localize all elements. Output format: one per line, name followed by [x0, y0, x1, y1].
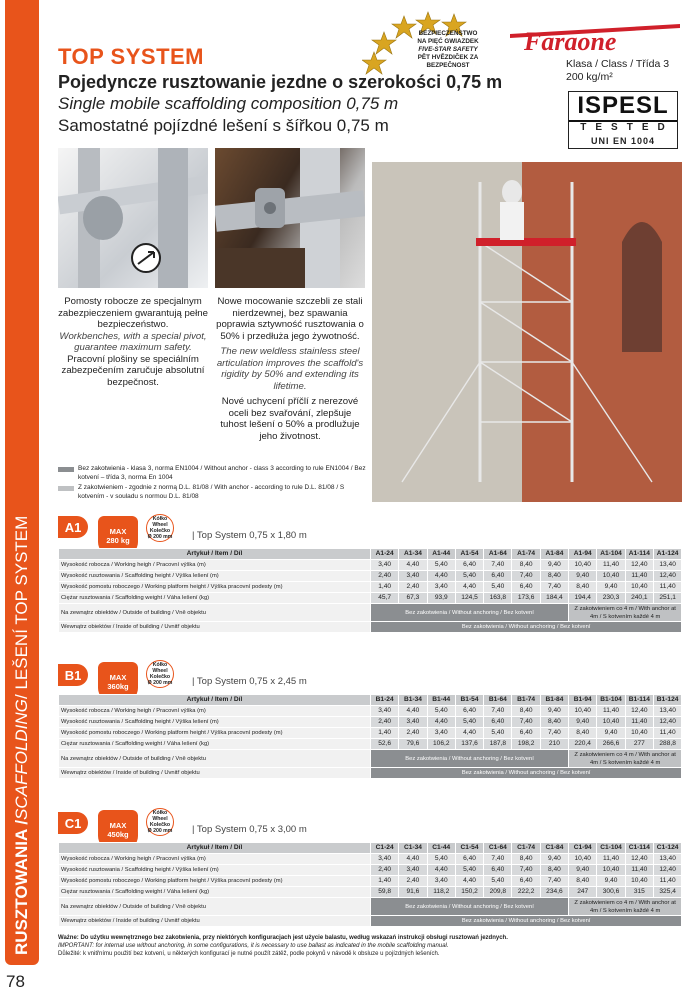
table-header-row	[59, 549, 682, 560]
wheel-label-cz: Kolečko	[149, 822, 171, 828]
no-anchor-cell: Bez zakotwienia / Without anchoring / Bez kotvení	[371, 622, 682, 633]
table-cell: 5,40	[455, 571, 483, 582]
outside-label: Na zewnątrz obiektów / Outside of building / Vně objektu	[59, 898, 371, 916]
table-cell: 8,40	[569, 876, 597, 887]
table-cell: 4,40	[399, 854, 427, 865]
subtitle-cz: Samostatné pojízdné lešení s šířkou 0,75 m	[58, 116, 389, 135]
ispesl-tested: TESTED	[580, 122, 674, 133]
table-row	[59, 865, 682, 876]
section-badge: C1	[58, 812, 88, 834]
outside-row	[59, 750, 682, 768]
table-cell: 106,2	[427, 739, 455, 750]
row-label: Wysokość pomostu roboczego / Working platform height / Výška pracovní podesty (m)	[59, 582, 371, 593]
table-cell: 5,40	[427, 706, 455, 717]
item-code: B1-124	[653, 695, 681, 706]
table-cell: 13,40	[653, 560, 681, 571]
table-cell: 277	[625, 739, 653, 750]
note-cz: Důležité: k vnitřnímu použití bez kotvení, u některých konfigurací je nutné použít zátěž, podle pokynů v návodě k obsluze u pojízdných lešeních.	[58, 951, 440, 957]
table-cell: 10,40	[597, 571, 625, 582]
max-value: 280 kg	[106, 536, 130, 545]
table-row	[59, 876, 682, 887]
note-en: IMPORTANT: for internal use without anchoring, in some configurations, it is necessary to use ballast as indicated in the mobile scaffolding manual.	[58, 943, 449, 949]
section-title: | Top System 0,75 x 3,00 m	[192, 824, 307, 835]
table-cell: 6,40	[484, 717, 512, 728]
table-cell: 247	[569, 887, 597, 898]
row-label: Wysokość robocza / Working heigh / Pracovní výška (m)	[59, 854, 371, 865]
table-row	[59, 582, 682, 593]
table-cell: 9,40	[540, 706, 568, 717]
item-code: B1-24	[371, 695, 399, 706]
with-anchor-cell: Z zakotwieniem co 4 m / With anchor at 4m / S kotvením každé 4 m	[569, 898, 682, 916]
table-cell: 4,40	[399, 560, 427, 571]
table-cell: 59,8	[371, 887, 399, 898]
legend-row-no-anchor	[58, 465, 368, 482]
table-cell: 7,40	[484, 560, 512, 571]
page-number: 78	[6, 972, 25, 991]
table-cell: 8,40	[540, 865, 568, 876]
item-code: B1-44	[427, 695, 455, 706]
table-header-label: Artykuł / Item / Díl	[59, 843, 371, 854]
table-cell: 8,40	[512, 560, 540, 571]
item-code: A1-114	[625, 549, 653, 560]
table-cell: 13,40	[653, 706, 681, 717]
table-cell: 3,40	[399, 865, 427, 876]
outside-row	[59, 604, 682, 622]
table-cell: 4,40	[427, 571, 455, 582]
row-label: Wysokość pomostu roboczego / Working platform height / Výška pracovní podesty (m)	[59, 728, 371, 739]
table-row	[59, 854, 682, 865]
award-line-1: BEZPIECZEŃSTWO	[418, 30, 478, 37]
table-cell: 7,40	[484, 706, 512, 717]
table-cell: 6,40	[455, 854, 483, 865]
table-cell: 194,4	[569, 593, 597, 604]
table-cell: 2,40	[371, 865, 399, 876]
table-cell: 325,4	[653, 887, 681, 898]
class-label: Klasa / Class / Třída 3	[566, 58, 670, 70]
no-anchor-cell: Bez zakotwienia / Without anchoring / Bez kotvení	[371, 916, 682, 927]
table-cell: 10,40	[625, 876, 653, 887]
inside-label: Wewnątrz obiektów / Inside of building / Uvnitř objektu	[59, 916, 371, 927]
table-cell: 300,6	[597, 887, 625, 898]
table-cell: 137,6	[455, 739, 483, 750]
item-code: C1-114	[625, 843, 653, 854]
table-cell: 5,40	[427, 854, 455, 865]
table-cell: 1,40	[371, 876, 399, 887]
table-cell: 8,40	[569, 728, 597, 739]
item-code: A1-24	[371, 549, 399, 560]
row-label: Ciężar rusztowania / Scaffolding weight / Váha lešení (kg)	[59, 887, 371, 898]
outside-label: Na zewnątrz obiektów / Outside of building / Vně objektu	[59, 750, 371, 768]
table-cell: 4,40	[455, 728, 483, 739]
important-note	[58, 934, 681, 958]
page-title: TOP SYSTEM	[58, 44, 205, 69]
outside-row	[59, 898, 682, 916]
table-cell: 150,2	[455, 887, 483, 898]
max-label: MAX	[109, 527, 127, 536]
table-cell: 11,40	[653, 728, 681, 739]
ispesl-title: ISPESL	[569, 92, 677, 122]
table-cell: 12,40	[625, 706, 653, 717]
item-code: B1-34	[399, 695, 427, 706]
table-cell: 251,1	[653, 593, 681, 604]
item-code: C1-84	[540, 843, 568, 854]
inside-row	[59, 916, 682, 927]
table-cell: 11,40	[625, 571, 653, 582]
row-label: Wysokość pomostu roboczego / Working platform height / Výška pracovní podesty (m)	[59, 876, 371, 887]
table-row	[59, 706, 682, 717]
legend	[58, 465, 368, 501]
table-header-label: Artykuł / Item / Díl	[59, 695, 371, 706]
table-cell: 198,2	[512, 739, 540, 750]
table-cell: 8,40	[569, 582, 597, 593]
item-code: C1-44	[427, 843, 455, 854]
inside-row	[59, 622, 682, 633]
table-cell: 240,1	[625, 593, 653, 604]
table-cell: 124,5	[455, 593, 483, 604]
table-cell: 10,40	[569, 560, 597, 571]
table-cell: 52,6	[371, 739, 399, 750]
table-cell: 45,7	[371, 593, 399, 604]
table-cell: 10,40	[625, 582, 653, 593]
table-cell: 9,40	[597, 582, 625, 593]
table-cell: 10,40	[569, 854, 597, 865]
table-cell: 1,40	[371, 728, 399, 739]
table-cell: 7,40	[512, 571, 540, 582]
max-label: MAX	[109, 821, 127, 830]
table-cell: 4,40	[455, 582, 483, 593]
table-cell: 3,40	[399, 717, 427, 728]
wheel-label-pl: Kółko	[152, 662, 168, 668]
award-line-4: PĚT HVĚZDIČEK ZA BEZPEČNOST	[417, 54, 479, 69]
table-cell: 4,40	[427, 717, 455, 728]
table-cell: 5,40	[455, 717, 483, 728]
max-value: 360kg	[107, 682, 129, 691]
table-header-row	[59, 695, 682, 706]
legend-swatch-dark	[58, 467, 74, 472]
legend-row-anchor	[58, 484, 368, 501]
table-cell: 3,40	[427, 728, 455, 739]
row-label: Ciężar rusztowania / Scaffolding weight / Váha lešení (kg)	[59, 593, 371, 604]
inside-row	[59, 768, 682, 779]
item-code: C1-64	[484, 843, 512, 854]
item-code: C1-74	[512, 843, 540, 854]
joint-caption	[215, 296, 365, 442]
class-info	[566, 58, 669, 84]
wheel-label-cz: Kolečko	[149, 528, 171, 534]
table-cell: 67,3	[399, 593, 427, 604]
table-cell: 220,4	[569, 739, 597, 750]
table-cell: 3,40	[427, 876, 455, 887]
inside-label: Wewnątrz obiektów / Inside of building / Uvnitř objektu	[59, 768, 371, 779]
row-label: Wysokość rusztowania / Scaffolding height / Výška lešení (m)	[59, 717, 371, 728]
table-row	[59, 887, 682, 898]
table-cell: 11,40	[653, 876, 681, 887]
table-cell: 9,40	[597, 876, 625, 887]
sidebar-bold: RUSZTOWANIA /	[12, 819, 31, 955]
item-code: B1-94	[569, 695, 597, 706]
table-cell: 187,8	[484, 739, 512, 750]
table-cell: 266,6	[597, 739, 625, 750]
table-header-label: Artykuł / Item / Díl	[59, 549, 371, 560]
platform-caption	[58, 296, 208, 388]
table-cell: 7,40	[512, 717, 540, 728]
table-row	[59, 571, 682, 582]
row-label: Wysokość robocza / Working heigh / Pracovní výška (m)	[59, 560, 371, 571]
table-cell: 9,40	[569, 717, 597, 728]
table-cell: 7,40	[540, 876, 568, 887]
platform-detail-photo	[58, 148, 208, 288]
wheel-diameter: Ø 200 mm	[147, 534, 173, 540]
svg-text:Faraone: Faraone	[524, 27, 617, 54]
inside-label: Wewnątrz obiektów / Inside of building / Uvnitř objektu	[59, 622, 371, 633]
table-cell: 3,40	[371, 560, 399, 571]
table-cell: 9,40	[597, 728, 625, 739]
table-cell: 2,40	[399, 876, 427, 887]
platform-caption-pl: Pomosty robocze ze specjalnym zabezpieczeniem gwarantują pełne bezpieczeństwo.	[58, 296, 208, 330]
table-cell: 12,40	[653, 865, 681, 876]
platform-caption-cz: Pracovní plošiny se speciálním zabezpečením zaručuje absolutní bezpečnost.	[61, 353, 205, 388]
joint-caption-en: The new weldless stainless steel articulation improves the scaffold's rigidity by 50% and extending its lifetime.	[216, 346, 364, 392]
wheel-diameter: Ø 200 mm	[147, 828, 173, 834]
table-cell: 210	[540, 739, 568, 750]
no-anchor-cell: Bez zakotwienia / Without anchoring / Bez kotvení	[371, 750, 569, 768]
row-label: Wysokość rusztowania / Scaffolding height / Výška lešení (m)	[59, 865, 371, 876]
item-code: B1-104	[597, 695, 625, 706]
item-code: A1-104	[597, 549, 625, 560]
table-cell: 91,6	[399, 887, 427, 898]
item-code: A1-34	[399, 549, 427, 560]
table-cell: 12,40	[625, 854, 653, 865]
table-cell: 10,40	[597, 717, 625, 728]
table-cell: 6,40	[512, 876, 540, 887]
table-cell: 11,40	[597, 706, 625, 717]
table-cell: 163,8	[484, 593, 512, 604]
table-cell: 9,40	[569, 865, 597, 876]
table-cell: 5,40	[484, 582, 512, 593]
table-cell: 9,40	[540, 560, 568, 571]
row-label: Ciężar rusztowania / Scaffolding weight / Váha lešení (kg)	[59, 739, 371, 750]
table-cell: 288,8	[653, 739, 681, 750]
wheel-icon	[146, 514, 174, 542]
table-cell: 8,40	[540, 571, 568, 582]
table-cell: 2,40	[371, 571, 399, 582]
section-badge: A1	[58, 516, 88, 538]
table-cell: 3,40	[399, 571, 427, 582]
item-code: A1-124	[653, 549, 681, 560]
table-cell: 7,40	[540, 582, 568, 593]
table-header-row	[59, 843, 682, 854]
table-cell: 7,40	[512, 865, 540, 876]
item-code: B1-74	[512, 695, 540, 706]
table-row	[59, 593, 682, 604]
table-cell: 11,40	[625, 717, 653, 728]
table-cell: 4,40	[427, 865, 455, 876]
item-code: A1-74	[512, 549, 540, 560]
table-row	[59, 728, 682, 739]
sidebar	[0, 0, 42, 1000]
ispesl-norm: UNI EN 1004	[590, 136, 656, 146]
wheel-label-pl: Kółko	[152, 516, 168, 522]
legend-text-no-anchor: Bez zakotwienia - klasa 3, norma EN1004 / Without anchor - class 3 according to rule EN1004 / Bez kotvení – třída 3, norma En 1004	[78, 465, 366, 481]
max-value: 450kg	[107, 830, 129, 839]
joint-caption-pl: Nowe mocowanie szczebli ze stali nierdzewnej, bez spawania poprawia sztywność rusztowania o 50% i przedłuża jego żywotność.	[216, 296, 364, 342]
table-cell: 2,40	[399, 728, 427, 739]
faraone-logo	[510, 22, 680, 54]
item-code: A1-84	[540, 549, 568, 560]
table-cell: 4,40	[399, 706, 427, 717]
table-cell: 8,40	[540, 717, 568, 728]
table-cell: 184,4	[540, 593, 568, 604]
note-pl: Ważne: Do użytku wewnętrznego bez zakotwienia, przy niektórych konfiguracjach jest użycie balastu, według wskazań instrukcji obsługi rusztowań jezdnych.	[58, 935, 508, 941]
outside-label: Na zewnątrz obiektów / Outside of building / Vně objektu	[59, 604, 371, 622]
table-cell: 3,40	[371, 706, 399, 717]
table-row	[59, 560, 682, 571]
table-cell: 4,40	[455, 876, 483, 887]
table-cell: 12,40	[653, 571, 681, 582]
wheel-diameter: Ø 200 mm	[147, 680, 173, 686]
table-cell: 6,40	[484, 865, 512, 876]
max-label: MAX	[109, 673, 127, 682]
platform-caption-en: Workbenches, with a special pivot, guarantee maximum safety.	[59, 330, 207, 353]
item-code: A1-44	[427, 549, 455, 560]
wheel-label-en: Wheel	[152, 522, 168, 528]
item-code: A1-94	[569, 549, 597, 560]
table-row	[59, 717, 682, 728]
item-code: B1-114	[625, 695, 653, 706]
wheel-label-cz: Kolečko	[149, 674, 171, 680]
table-cell: 209,8	[484, 887, 512, 898]
item-code: A1-64	[484, 549, 512, 560]
table-cell: 9,40	[540, 854, 568, 865]
table-cell: 3,40	[427, 582, 455, 593]
table-cell: 8,40	[512, 706, 540, 717]
section-title: | Top System 0,75 x 2,45 m	[192, 676, 307, 687]
item-code: B1-54	[455, 695, 483, 706]
wheel-label-pl: Kółko	[152, 810, 168, 816]
table-cell: 5,40	[427, 560, 455, 571]
table-row	[59, 739, 682, 750]
award-line-3: FIVE-STAR SAFETY	[418, 46, 478, 53]
item-code: C1-34	[399, 843, 427, 854]
item-code: C1-104	[597, 843, 625, 854]
spec-table-c1	[58, 842, 682, 927]
table-cell: 6,40	[512, 582, 540, 593]
section-title: | Top System 0,75 x 1,80 m	[192, 530, 307, 541]
table-cell: 2,40	[371, 717, 399, 728]
award-text	[398, 30, 498, 70]
scaffold-tower-photo	[372, 162, 682, 502]
no-anchor-cell: Bez zakotwienia / Without anchoring / Bez kotvení	[371, 604, 569, 622]
row-label: Wysokość robocza / Working heigh / Pracovní výška (m)	[59, 706, 371, 717]
item-code: C1-94	[569, 843, 597, 854]
table-cell: 5,40	[484, 728, 512, 739]
table-cell: 7,40	[540, 728, 568, 739]
sidebar-title	[10, 485, 34, 955]
table-cell: 9,40	[569, 571, 597, 582]
table-cell: 6,40	[455, 706, 483, 717]
award-line-2: NA PIĘĆ GWIAZDEK	[417, 38, 479, 45]
legend-swatch-light	[58, 486, 74, 491]
subtitle-en: Single mobile scaffolding composition 0,75 m	[58, 94, 399, 113]
ispesl-badge	[568, 91, 678, 149]
section-badge: B1	[58, 664, 88, 686]
table-cell: 8,40	[512, 854, 540, 865]
row-label: Wysokość rusztowania / Scaffolding height / Výška lešení (m)	[59, 571, 371, 582]
spec-table-b1	[58, 694, 682, 779]
table-cell: 5,40	[484, 876, 512, 887]
table-cell: 118,2	[427, 887, 455, 898]
table-cell: 6,40	[512, 728, 540, 739]
sidebar-rest: / LEŠENÍ TOP SYSTEM	[12, 515, 31, 700]
legend-text-anchor: Z zakotwieniem - zgodnie z normą D.L. 81/08 / With anchor - according to rule D.L. 81/08 / S kotvením - v souladu s normou D.L. 81/08	[78, 484, 345, 500]
table-cell: 79,6	[399, 739, 427, 750]
table-cell: 1,40	[371, 582, 399, 593]
spec-table-a1	[58, 548, 682, 633]
table-cell: 315	[625, 887, 653, 898]
subtitle-pl: Pojedyncze rusztowanie jezdne o szerokości 0,75 m	[58, 72, 503, 92]
table-cell: 11,40	[597, 560, 625, 571]
item-code: A1-54	[455, 549, 483, 560]
item-code: C1-54	[455, 843, 483, 854]
wheel-label-en: Wheel	[152, 668, 168, 674]
wheel-label-en: Wheel	[152, 816, 168, 822]
table-cell: 12,40	[653, 717, 681, 728]
table-cell: 222,2	[512, 887, 540, 898]
table-cell: 11,40	[653, 582, 681, 593]
item-code: B1-64	[484, 695, 512, 706]
no-anchor-cell: Bez zakotwienia / Without anchoring / Bez kotvení	[371, 898, 569, 916]
with-anchor-cell: Z zakotwieniem co 4 m / With anchor at 4m / S kotvením každé 4 m	[569, 750, 682, 768]
table-cell: 3,40	[371, 854, 399, 865]
table-cell: 93,9	[427, 593, 455, 604]
joint-caption-cz: Nové uchycení příčlí z nerezové oceli bez svařování, zlepšuje tuhost lešení o 50% a prodlužuje jeho životnost.	[220, 396, 360, 442]
table-cell: 6,40	[455, 560, 483, 571]
table-cell: 173,6	[512, 593, 540, 604]
table-cell: 10,40	[625, 728, 653, 739]
sidebar-italic: SCAFFOLDING	[12, 699, 31, 820]
table-cell: 7,40	[484, 854, 512, 865]
wheel-icon	[146, 660, 174, 688]
item-code: C1-124	[653, 843, 681, 854]
no-anchor-cell: Bez zakotwienia / Without anchoring / Bez kotvení	[371, 768, 682, 779]
table-cell: 5,40	[455, 865, 483, 876]
table-cell: 6,40	[484, 571, 512, 582]
wheel-icon	[146, 808, 174, 836]
table-cell: 12,40	[625, 560, 653, 571]
table-cell: 234,6	[540, 887, 568, 898]
item-code: B1-84	[540, 695, 568, 706]
load-rating: 200 kg/m²	[566, 71, 613, 83]
table-cell: 10,40	[597, 865, 625, 876]
table-cell: 13,40	[653, 854, 681, 865]
item-code: C1-24	[371, 843, 399, 854]
table-cell: 230,3	[597, 593, 625, 604]
with-anchor-cell: Z zakotwieniem co 4 m / With anchor at 4m / S kotvením každé 4 m	[569, 604, 682, 622]
table-cell: 10,40	[569, 706, 597, 717]
table-cell: 11,40	[597, 854, 625, 865]
table-cell: 11,40	[625, 865, 653, 876]
table-cell: 2,40	[399, 582, 427, 593]
joint-detail-photo	[215, 148, 365, 288]
